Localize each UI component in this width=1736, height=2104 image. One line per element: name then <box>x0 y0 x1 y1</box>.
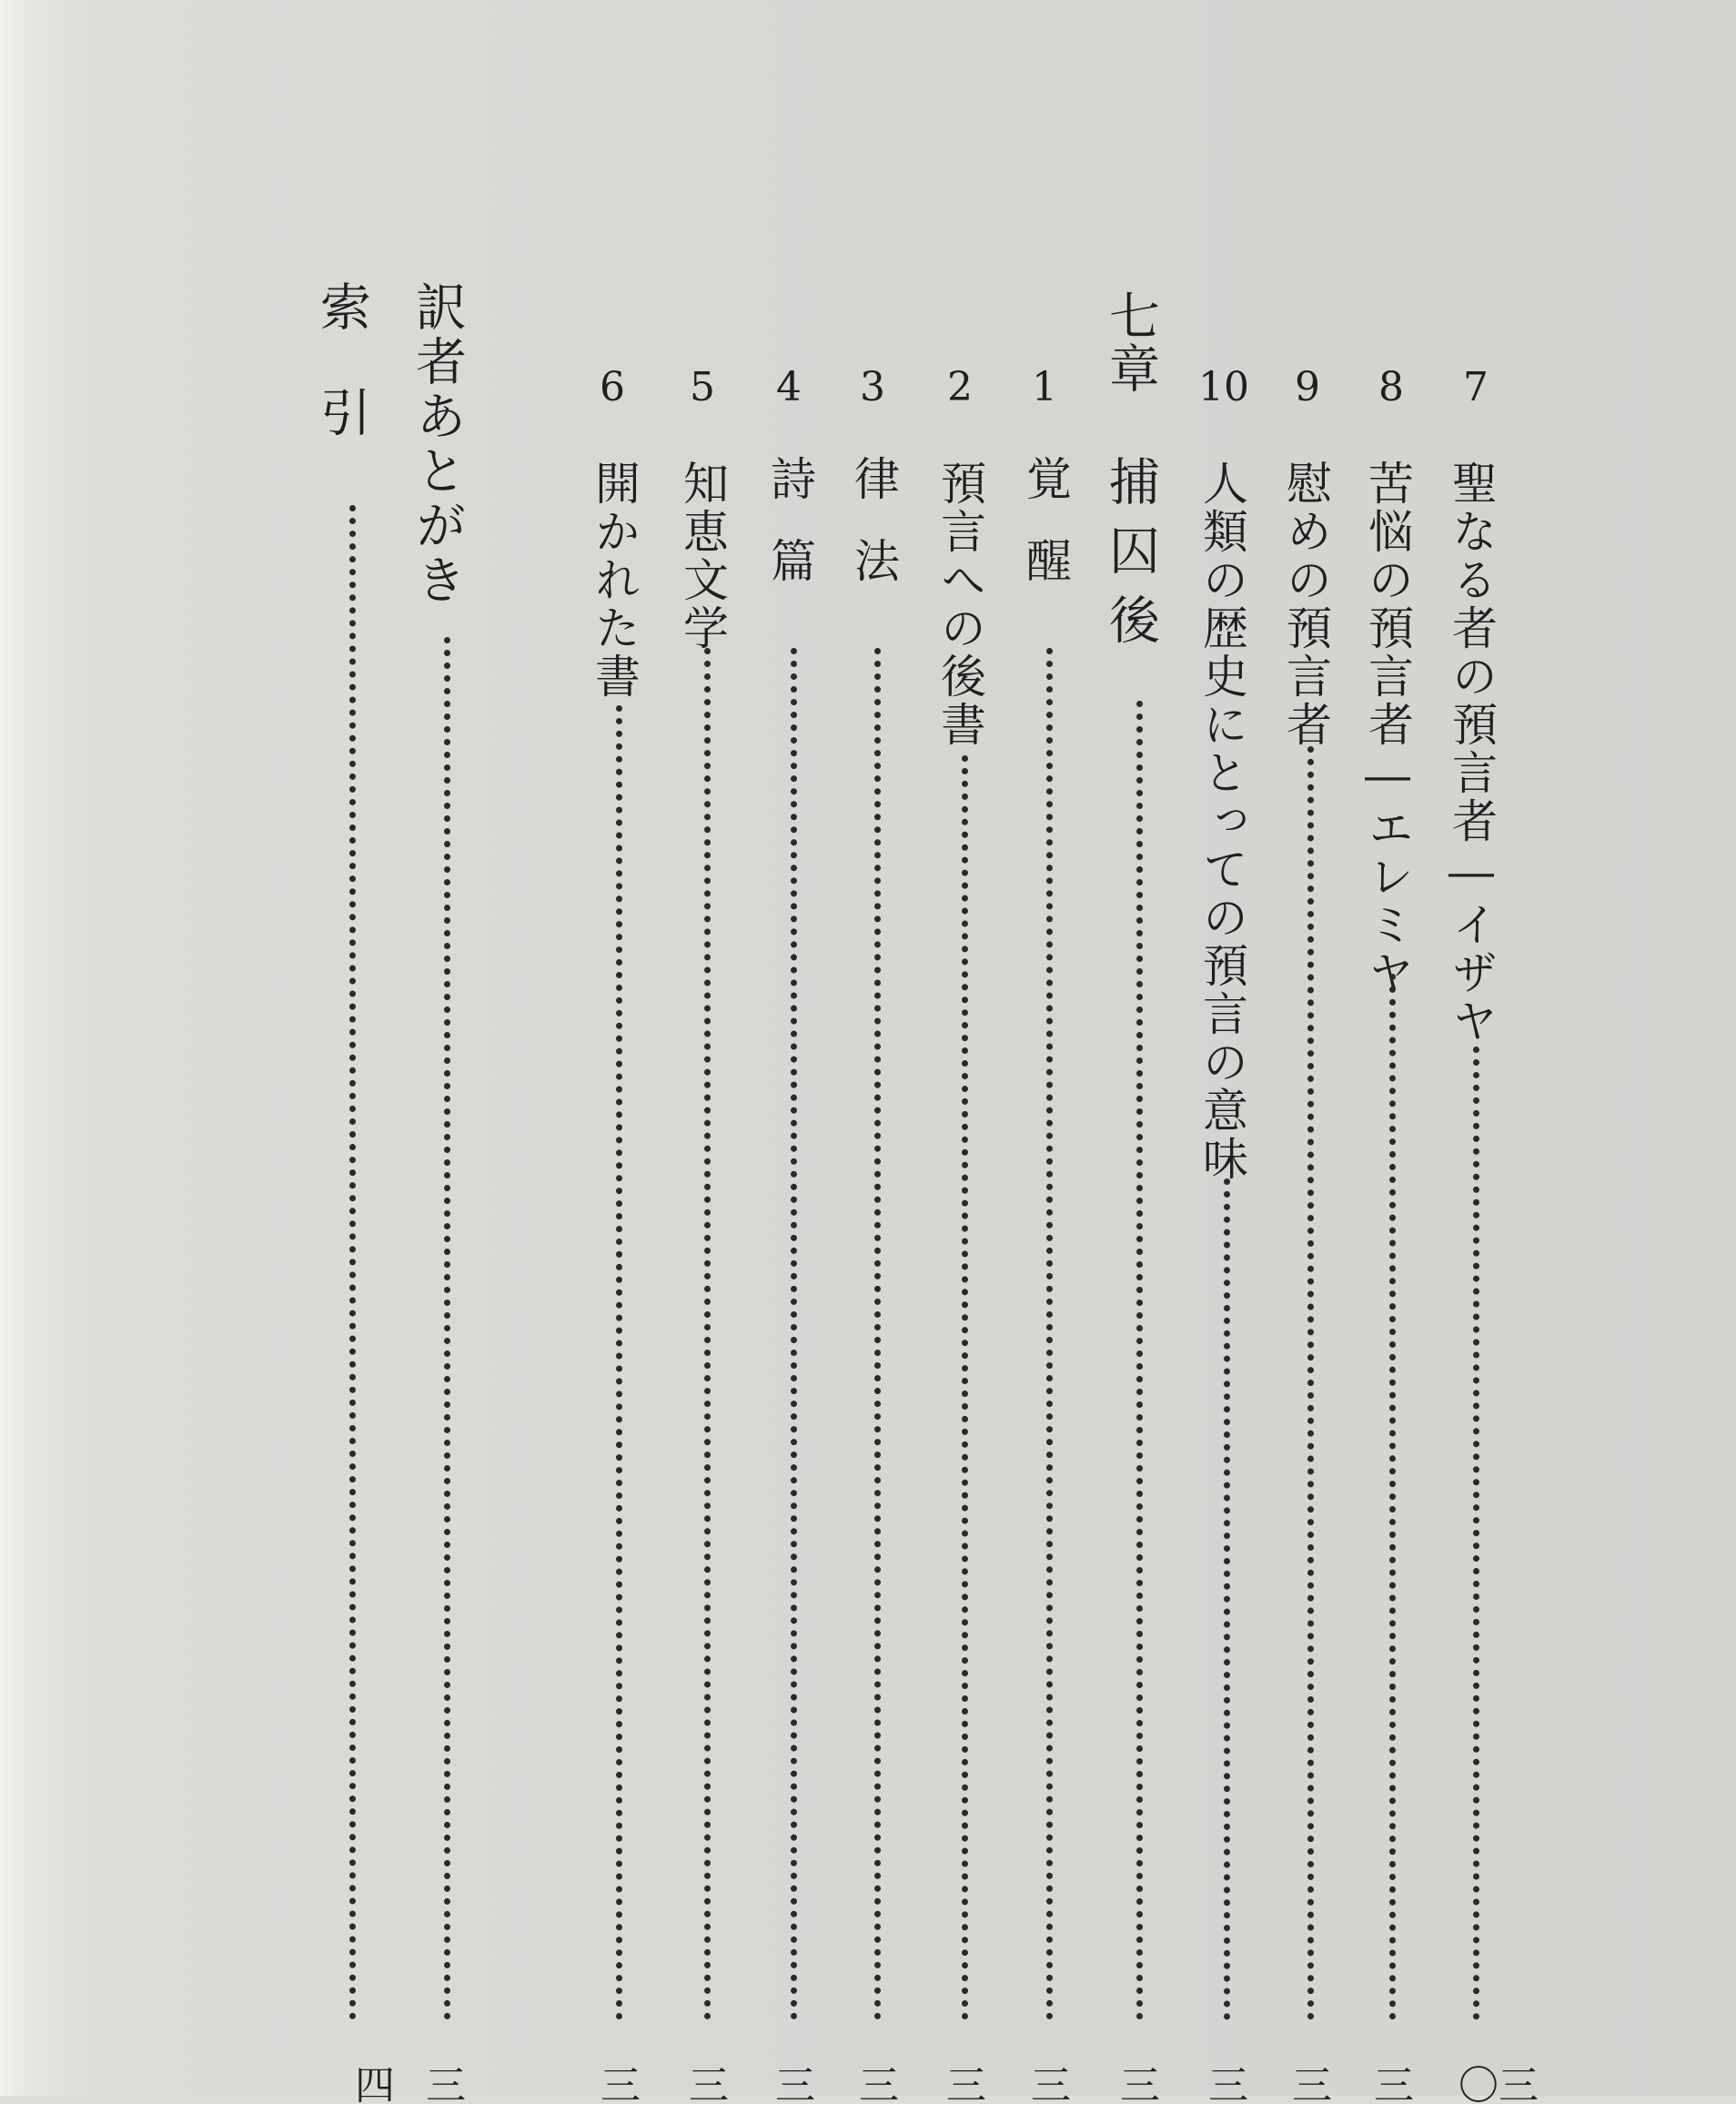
page-number: 三 <box>593 2064 640 2104</box>
dot-leader <box>1224 1178 1236 2020</box>
entry-number: 9 <box>1295 364 1320 410</box>
entry-number: 7 <box>1463 364 1489 410</box>
dot-leader <box>874 648 887 2020</box>
entry-title: 人類の歴史にとっての預言の意味 <box>1196 460 1248 1183</box>
page-number: 三 <box>939 2064 985 2104</box>
dot-leader <box>962 755 974 2020</box>
entry-title: 預言への後書 <box>934 460 986 749</box>
entry-title: 覚醒 <box>1019 455 1072 619</box>
entry-number: 8 <box>1378 364 1404 410</box>
page-number: 三 <box>768 2064 814 2104</box>
page-gutter-shadow <box>0 0 64 2096</box>
page-number: 三 <box>1024 2064 1070 2104</box>
entry-title: 聖なる者の預言者―イザヤ <box>1445 460 1498 1046</box>
entry-number: 10 <box>1198 364 1249 410</box>
entry-number: 3 <box>860 364 885 410</box>
entry-title: 苦悩の預言者―エレミヤ <box>1361 460 1414 997</box>
chapter-title: 捕囚後 <box>1101 455 1160 663</box>
dot-leader <box>704 648 717 2020</box>
page-number: 三〇 <box>1451 2064 1538 2104</box>
entry-number: 6 <box>600 364 625 410</box>
entry-title: 律法 <box>847 455 900 619</box>
entry-title: 訳者あとがき <box>408 280 467 608</box>
dot-leader <box>1473 1047 1486 2020</box>
entry-title: 開かれた書 <box>588 460 641 701</box>
page-number: 三 <box>1367 2064 1413 2104</box>
dot-leader <box>791 648 803 2020</box>
entry-title: 知恵文学 <box>676 460 729 652</box>
dot-leader <box>1307 746 1320 2020</box>
dot-leader <box>1046 648 1059 2020</box>
dot-leader <box>616 705 629 2020</box>
page-number: 四 <box>348 2064 394 2104</box>
dot-leader <box>444 637 457 2020</box>
entry-number: 1 <box>1032 364 1057 410</box>
entry-number: 4 <box>776 364 802 410</box>
entry-number: 2 <box>947 364 973 410</box>
page-number: 三 <box>1285 2064 1331 2104</box>
dot-leader <box>1136 701 1149 2020</box>
page-number: 三 <box>419 2064 465 2104</box>
page-number: 三 <box>1113 2064 1159 2104</box>
entry-title: 慰めの預言者 <box>1279 460 1332 749</box>
page-number: 三 <box>681 2064 728 2104</box>
entry-number: 5 <box>690 364 715 410</box>
entry-title: 詩篇 <box>763 455 816 619</box>
chapter-label: 七章 <box>1101 289 1160 395</box>
page-number: 三 <box>1201 2064 1247 2104</box>
dot-leader <box>1389 974 1402 2020</box>
entry-title: 索引 <box>312 280 371 491</box>
dot-leader <box>349 505 362 2020</box>
page-number: 三 <box>852 2064 898 2104</box>
